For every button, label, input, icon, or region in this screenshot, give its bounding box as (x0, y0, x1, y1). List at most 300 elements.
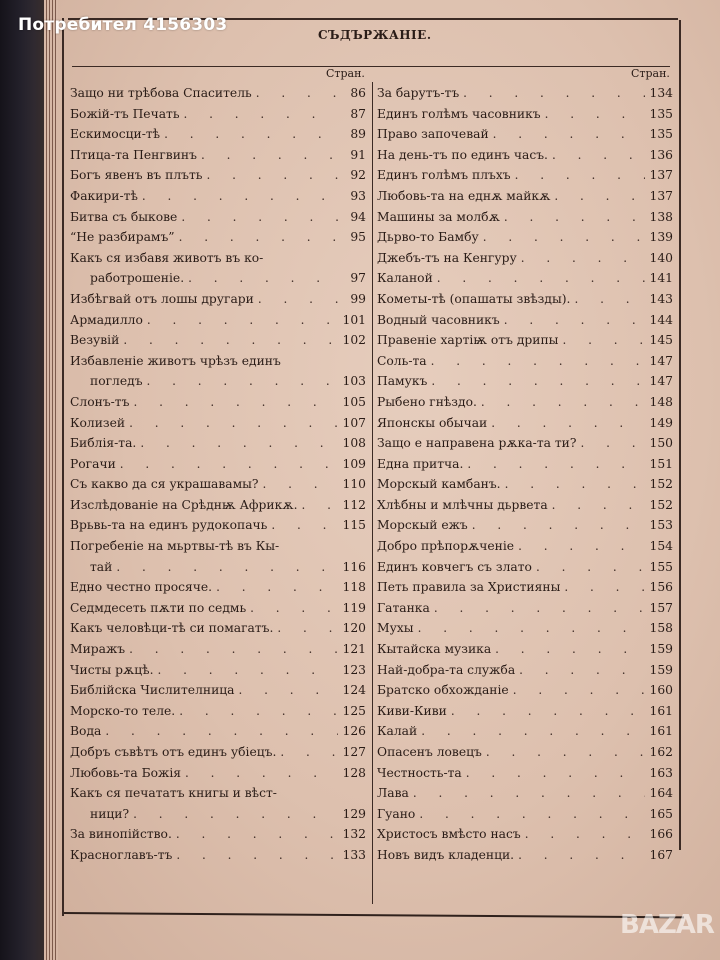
toc-entry-continuation (70, 268, 366, 289)
toc-entry-page: 165 (649, 806, 673, 821)
dot-leader (504, 207, 645, 228)
dot-leader (466, 763, 645, 784)
dot-leader (505, 474, 645, 495)
toc-entry (70, 495, 366, 516)
toc-entry (70, 433, 366, 454)
toc-entry-title: Добро прѣпорѫченіе (377, 539, 515, 554)
toc-entry-title: Любовь-та Божія (70, 765, 182, 780)
toc-left-column (70, 83, 366, 866)
toc-entry-page: 167 (649, 847, 673, 862)
toc-entry-title: Птица-та Пенгвинъ (70, 147, 197, 162)
toc-entry-title: Богъ явенъ въ плъть (70, 168, 203, 183)
toc-entry-title: Водный часовникъ (377, 312, 500, 327)
dot-leader (116, 557, 338, 578)
toc-entry-title: Японскы обычаи (377, 415, 488, 430)
toc-entry (70, 248, 366, 289)
toc-entry (70, 454, 366, 475)
toc-entry-title: Библійска Числителница (70, 683, 235, 698)
toc-entry-title: Колизей (70, 415, 126, 430)
toc-entry (70, 104, 366, 125)
toc-entry-title: Изслѣдованіе на Срѣднѭ Африкѫ. (70, 497, 298, 512)
dot-leader (418, 618, 645, 639)
toc-entry-title: Какъ ся печататъ книгы и вѣст- (70, 786, 277, 801)
toc-entry (70, 660, 366, 681)
toc-entry-title: Кометы-тѣ (опашаты звѣзды). (377, 291, 571, 306)
dot-leader (133, 392, 338, 413)
toc-entry (70, 310, 366, 331)
toc-entry-page: 120 (342, 621, 366, 636)
toc-entry-page: 136 (649, 147, 673, 162)
dot-leader (431, 351, 645, 372)
toc-entry-title: Право започевай (377, 127, 489, 142)
toc-entry (377, 310, 673, 331)
dot-leader (176, 824, 338, 845)
toc-entry (70, 351, 366, 392)
toc-entry (377, 598, 673, 619)
toc-entry-page: 108 (342, 436, 366, 451)
toc-entry-page: 127 (342, 745, 366, 759)
toc-entry-page: 161 (649, 703, 673, 718)
dot-leader (574, 289, 645, 310)
toc-entry (377, 248, 673, 269)
dot-leader (256, 83, 338, 104)
toc-entry-title: Единъ ковчегъ съ злато (377, 559, 532, 574)
toc-entry (377, 515, 673, 536)
toc-entry (377, 207, 673, 228)
toc-entry-title: Единъ голѣмъ плъхъ (377, 168, 511, 183)
toc-entry-page: 140 (649, 250, 673, 265)
toc-entry-page: 163 (649, 765, 673, 780)
toc-entry-title: Библія-та. (70, 436, 137, 451)
toc-entry-title: Армадилло (70, 312, 143, 327)
toc-entry-title: Калай (377, 724, 418, 739)
toc-entry-page: 148 (649, 394, 673, 409)
dot-leader (463, 83, 645, 104)
dot-leader (481, 392, 645, 413)
toc-entry (70, 165, 366, 186)
toc-entry-title: Морскый камбанъ. (377, 477, 501, 492)
toc-entry (377, 104, 673, 125)
toc-entry-title: Избавленіе животъ чрѣзъ единъ (70, 353, 281, 368)
toc-entry-page: 126 (342, 724, 366, 739)
dot-leader (164, 124, 338, 145)
dot-leader (552, 495, 645, 516)
toc-entry-title: Избѣгвай отъ лошы другари (70, 291, 254, 306)
toc-entry (70, 783, 366, 824)
toc-entry-page: 134 (649, 86, 673, 100)
dot-leader (263, 474, 338, 495)
dot-leader (140, 433, 338, 454)
dot-leader (216, 577, 338, 598)
toc-entry-title: Правеніе хартіѭ отъ дрипы (377, 333, 559, 348)
toc-entry (377, 351, 673, 372)
toc-entry-title: Петь правила за Християны (377, 580, 561, 595)
toc-entry-title: Морскый ежъ (377, 518, 468, 533)
dot-leader (562, 330, 645, 351)
toc-entry-title: Дьрво-то Бамбу (377, 230, 479, 245)
page-title: СЪДЪРЖАНІЕ. (318, 28, 432, 42)
toc-entry (70, 186, 366, 207)
toc-entry (377, 495, 673, 516)
toc-entry-page: 118 (342, 580, 366, 595)
toc-entry (70, 227, 366, 248)
toc-entry-title: Кытайска музика (377, 642, 492, 657)
toc-entry-page: 112 (342, 497, 366, 512)
toc-entry-title: Красноглавъ-тъ (70, 847, 173, 862)
toc-entry-title: Миражъ (70, 642, 126, 657)
toc-entry-page: 152 (649, 477, 673, 492)
toc-entry-page: 137 (649, 188, 673, 203)
toc-entry-title: Едно честно просяче. (70, 580, 213, 595)
dot-leader (495, 639, 645, 660)
dot-leader (179, 227, 338, 248)
toc-entry-title: Битва съ быкове (70, 209, 178, 224)
toc-entry-page: 110 (342, 477, 366, 492)
toc-entry (70, 618, 366, 639)
toc-entry (377, 721, 673, 742)
dot-leader (518, 845, 645, 866)
toc-entry-title: Честность-та (377, 765, 462, 780)
dot-leader (142, 186, 338, 207)
toc-entry-title: Вода (70, 724, 102, 739)
toc-entry-title: На день-тъ по единъ часъ. (377, 147, 548, 162)
toc-entry-page: 86 (350, 86, 366, 100)
toc-entry-title: Факири-тѣ (70, 188, 138, 203)
toc-entry (70, 145, 366, 166)
toc-entry-title-cont: погледъ (90, 374, 143, 389)
toc-entry (70, 289, 366, 310)
toc-entry-page: 158 (649, 621, 673, 636)
toc-entry (70, 824, 366, 845)
dot-leader (519, 660, 645, 681)
dot-leader (181, 207, 338, 228)
toc-entry (377, 124, 673, 145)
toc-entry-title: Соль-та (377, 353, 427, 368)
toc-entry-title: Опасенъ ловецъ (377, 745, 482, 759)
toc-entry-continuation (70, 557, 366, 578)
dot-leader (545, 104, 645, 125)
toc-entry-page: 156 (649, 580, 673, 595)
toc-entry-page: 159 (649, 642, 673, 657)
toc-entry-page: 87 (350, 106, 366, 121)
toc-right-column (377, 83, 673, 866)
toc-entry-title: Киви-Киви (377, 703, 447, 718)
frame-left-rule (62, 18, 64, 916)
toc-entry (377, 804, 673, 825)
toc-entry-page: 89 (350, 127, 366, 142)
dot-leader (421, 721, 645, 742)
toc-entry-page: 166 (649, 827, 673, 842)
dot-leader (554, 186, 645, 207)
toc-entry-page: 119 (342, 600, 366, 615)
toc-entry (377, 763, 673, 784)
dot-leader (201, 145, 338, 166)
toc-entry (70, 577, 366, 598)
dot-leader (129, 413, 338, 434)
toc-entry-title: Съ какво да ся украшавамы? (70, 477, 259, 492)
toc-entry-page: 149 (649, 415, 673, 430)
toc-entry-page: 135 (649, 106, 673, 121)
toc-entry (377, 577, 673, 598)
toc-entry (377, 557, 673, 578)
dot-leader (147, 371, 338, 392)
toc-entry-page: 94 (350, 209, 366, 224)
frame-right-rule (679, 20, 681, 850)
toc-entry-page: 145 (649, 333, 673, 348)
toc-entry-title: Добръ съвѣтъ отъ единъ убіецъ. (70, 745, 277, 759)
book-binding (0, 0, 48, 960)
dot-leader (158, 660, 338, 681)
toc-entry (377, 742, 673, 763)
toc-entry-page: 95 (350, 230, 366, 245)
toc-entry-page: 109 (342, 456, 366, 471)
toc-entry (377, 165, 673, 186)
toc-entry-title-cont: ници? (90, 806, 130, 821)
dot-leader (239, 680, 338, 701)
toc-entry (377, 701, 673, 722)
dot-leader (250, 598, 338, 619)
toc-entry-title: Чисты рѫцѣ. (70, 662, 154, 677)
toc-entry-page: 101 (342, 312, 366, 327)
toc-entry (377, 330, 673, 351)
toc-entry-title: Погребеніе на мьртвы-тѣ въ Кы- (70, 539, 280, 554)
dot-leader (515, 165, 645, 186)
toc-entry-page: 147 (649, 353, 673, 368)
toc-entry (70, 742, 366, 763)
toc-entry-title: Най-добра-та служба (377, 662, 516, 677)
toc-entry (377, 392, 673, 413)
toc-entry-title: Защо е направена рѫка-та ти? (377, 436, 577, 451)
toc-entry-page: 137 (649, 168, 673, 183)
toc-entry-page: 97 (350, 271, 366, 286)
toc-entry-page: 147 (649, 374, 673, 389)
toc-entry-title: Гатанка (377, 600, 430, 615)
dot-leader (105, 721, 338, 742)
dot-leader (552, 145, 645, 166)
toc-entry (70, 639, 366, 660)
toc-entry-page: 144 (649, 312, 673, 327)
toc-entry-title: Врьвь-та на единъ рудокопачь (70, 518, 268, 533)
toc-entry-page: 132 (342, 827, 366, 842)
toc-entry-page: 141 (649, 271, 673, 286)
dot-leader (120, 454, 338, 475)
dot-leader (451, 701, 645, 722)
page-edges (44, 0, 58, 960)
toc-entry (70, 598, 366, 619)
dot-leader (123, 330, 338, 351)
toc-entry-page: 143 (649, 291, 673, 306)
toc-entry-page: 123 (342, 662, 366, 677)
toc-entry-title: “Не разбирамъ” (70, 230, 175, 245)
toc-entry (377, 433, 673, 454)
toc-entry-page: 102 (342, 333, 366, 348)
dot-leader (564, 577, 645, 598)
toc-entry-page: 161 (649, 724, 673, 739)
dot-leader (521, 248, 645, 269)
header-rule (72, 66, 670, 67)
toc-entry (377, 413, 673, 434)
dot-leader (437, 268, 645, 289)
toc-entry (377, 454, 673, 475)
dot-leader (147, 310, 338, 331)
toc-entry-title: Единъ голѣмъ часовникъ (377, 106, 541, 121)
toc-entry (377, 268, 673, 289)
toc-entry-title: Джебъ-тъ на Кенгуру (377, 250, 517, 265)
toc-entry (377, 83, 673, 104)
dot-leader (419, 804, 645, 825)
toc-entry (377, 618, 673, 639)
dot-leader (467, 454, 645, 475)
toc-entry-title: Любовь-та на еднѫ майкѫ (377, 188, 551, 203)
toc-entry (377, 371, 673, 392)
toc-entry (70, 701, 366, 722)
dot-leader (483, 227, 645, 248)
toc-entry-page: 155 (649, 559, 673, 574)
toc-entry (377, 289, 673, 310)
toc-entry (377, 660, 673, 681)
toc-entry-title: Христосъ вмѣсто насъ (377, 827, 521, 842)
dot-leader (302, 495, 339, 516)
toc-entry (70, 763, 366, 784)
toc-entry-title: Гуано (377, 806, 416, 821)
toc-entry-title: Какъ человѣци-тѣ си помагатъ. (70, 621, 274, 636)
toc-entry-page: 135 (649, 127, 673, 142)
toc-entry (70, 124, 366, 145)
toc-entry-page: 128 (342, 765, 366, 780)
dot-leader (486, 742, 645, 763)
toc-entry-title: Хлѣбны и млѣчны дьрвета (377, 497, 548, 512)
dot-leader (280, 742, 338, 763)
toc-entry-page: 107 (342, 415, 366, 430)
dot-leader (536, 557, 645, 578)
dot-leader (580, 433, 645, 454)
toc-entry-page: 160 (649, 683, 673, 698)
toc-entry-page: 92 (350, 168, 366, 183)
dot-leader (176, 845, 338, 866)
toc-entry-title: За винопійство. (70, 827, 172, 842)
left-page-column-label: Стран. (326, 67, 365, 80)
toc-entry (377, 474, 673, 495)
dot-leader (184, 104, 338, 125)
toc-entry-page: 121 (342, 642, 366, 657)
dot-leader (277, 618, 338, 639)
dot-leader (179, 701, 338, 722)
toc-entry-page: 93 (350, 188, 366, 203)
toc-entry-page: 162 (649, 745, 673, 759)
toc-entry-page: 150 (649, 436, 673, 451)
toc-entry-page: 103 (342, 374, 366, 389)
toc-entry (70, 474, 366, 495)
dot-leader (431, 371, 645, 392)
toc-entry-continuation (70, 371, 366, 392)
toc-entry-title-cont: работрошеніе. (90, 271, 185, 286)
dot-leader (133, 804, 338, 825)
toc-entry (377, 845, 673, 866)
toc-entry-page: 125 (342, 703, 366, 718)
toc-entry (377, 145, 673, 166)
toc-entry-title: Каланой (377, 271, 433, 286)
dot-leader (434, 598, 645, 619)
toc-entry-page: 116 (342, 559, 366, 574)
toc-entry-page: 157 (649, 600, 673, 615)
toc-entry-title: Рыбено гнѣздо. (377, 394, 477, 409)
dot-leader (185, 763, 338, 784)
toc-entry-page: 151 (649, 456, 673, 471)
toc-entry-page: 154 (649, 539, 673, 554)
toc-entry-title: Рогачи (70, 456, 116, 471)
dot-leader (207, 165, 339, 186)
toc-entry (377, 227, 673, 248)
toc-entry (70, 536, 366, 577)
dot-leader (472, 515, 645, 536)
toc-entry-page: 91 (350, 147, 366, 162)
toc-entry (70, 515, 366, 536)
toc-entry-page: 133 (342, 847, 366, 862)
toc-entry (377, 824, 673, 845)
toc-entry-page: 159 (649, 662, 673, 677)
toc-entry-title: Лава (377, 786, 409, 801)
toc-entry-title: Божій-тъ Печать (70, 106, 180, 121)
toc-entry-title: Новъ видъ кладенци. (377, 847, 515, 862)
column-divider (372, 82, 373, 904)
dot-leader (493, 124, 645, 145)
dot-leader (129, 639, 338, 660)
dot-leader (525, 824, 645, 845)
toc-entry-page: 152 (649, 497, 673, 512)
toc-entry (377, 536, 673, 557)
toc-entry (70, 330, 366, 351)
user-watermark: Потребител 4156303 (18, 15, 228, 35)
toc-entry-title: Мухы (377, 621, 414, 636)
toc-entry-page: 153 (649, 518, 673, 533)
toc-entry-page: 124 (342, 683, 366, 698)
toc-entry (70, 83, 366, 104)
toc-entry-title: Седмдесеть пѫти по седмь (70, 600, 247, 615)
dot-leader (518, 536, 645, 557)
toc-entry-page: 129 (342, 806, 366, 821)
toc-entry-title: Защо ни трѣбова Спаситель (70, 86, 252, 100)
site-watermark: BAZAR (620, 910, 714, 940)
dot-leader (491, 413, 645, 434)
toc-entry (70, 207, 366, 228)
toc-entry (377, 783, 673, 804)
toc-entry-page: 164 (649, 786, 673, 801)
toc-entry-title: За барутъ-тъ (377, 86, 460, 100)
toc-entry-title: Братско обхожданіе (377, 683, 509, 698)
toc-entry-page: 139 (649, 230, 673, 245)
toc-entry (70, 392, 366, 413)
toc-entry-title: Ескимосци-тѣ (70, 127, 161, 142)
toc-entry-title: Памукъ (377, 374, 428, 389)
toc-entry-page: 138 (649, 209, 673, 224)
toc-entry-page: 115 (342, 518, 366, 533)
toc-entry-title: Една притча. (377, 456, 464, 471)
toc-entry-title: Слонъ-тъ (70, 394, 130, 409)
toc-entry-title: Машины за молбѫ (377, 209, 500, 224)
right-page-column-label: Стран. (631, 67, 670, 80)
toc-entry-title: Какъ ся избавя животъ въ ко- (70, 250, 264, 265)
toc-entry-title: Везувій (70, 333, 120, 348)
dot-leader (504, 310, 645, 331)
toc-entry-title: Морско-то теле. (70, 703, 176, 718)
toc-entry-page: 99 (350, 291, 366, 306)
toc-entry-continuation (70, 804, 366, 825)
toc-entry-page: 105 (342, 394, 366, 409)
dot-leader (188, 268, 338, 289)
dot-leader (413, 783, 645, 804)
toc-entry (70, 680, 366, 701)
dot-leader (271, 515, 338, 536)
